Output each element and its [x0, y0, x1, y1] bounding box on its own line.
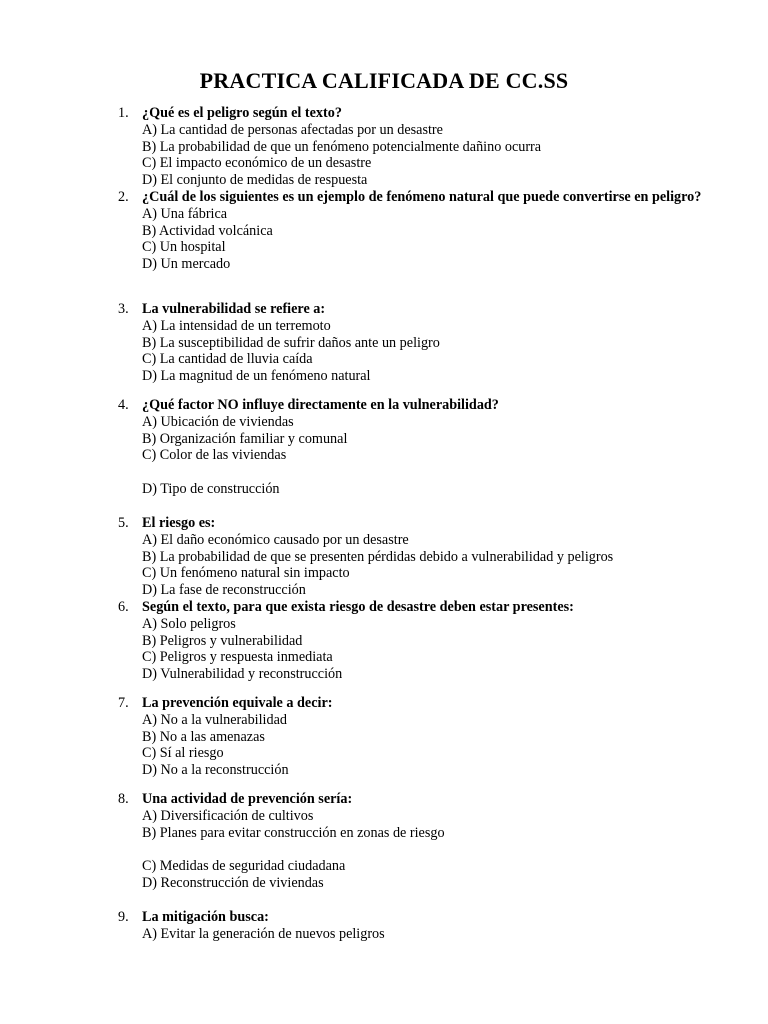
page-title: PRACTICA CALIFICADA DE CC.SS: [199, 68, 569, 93]
question-number: 1.: [118, 105, 129, 121]
option-d: D) El conjunto de medidas de respuesta: [142, 172, 368, 189]
option-b: B) La susceptibilidad de sufrir daños ante un peligro: [142, 334, 440, 351]
question-text: ¿Qué es el peligro según el texto?: [142, 105, 342, 121]
option-a: A) La intensidad de un terremoto: [142, 317, 331, 334]
option-a: A) Una fábrica: [142, 205, 228, 222]
question-8: [118, 791, 708, 892]
question-text: Según el texto, para que exista riesgo de desastre deben estar presentes:: [142, 599, 574, 615]
option-a: A) Diversificación de cultivos: [142, 807, 314, 824]
question-3: [118, 301, 708, 385]
option-a: A) No a la vulnerabilidad: [142, 711, 287, 728]
question-number: 7.: [118, 695, 129, 711]
option-d: D) La fase de reconstrucción: [142, 582, 306, 599]
option-c: C) El impacto económico de un desastre: [142, 155, 372, 172]
question-5: [118, 515, 708, 599]
question-number: 6.: [118, 599, 129, 615]
question-7: [118, 695, 708, 779]
question-1: [118, 105, 708, 189]
option-c: C) Medidas de seguridad ciudadana: [142, 858, 346, 875]
option-d: D) No a la reconstrucción: [142, 762, 289, 779]
option-d: D) La magnitud de un fenómeno natural: [142, 368, 371, 385]
question-text: El riesgo es:: [142, 515, 216, 531]
question-text: ¿Cuál de los siguientes es un ejemplo de fenómeno natural que puede convertirse en peligro?: [142, 189, 702, 205]
option-a: A) El daño económico causado por un desastre: [142, 531, 409, 548]
question-text: Una actividad de prevención sería:: [142, 791, 353, 807]
option-a: A) Ubicación de viviendas: [142, 413, 294, 430]
question-number: 2.: [118, 189, 129, 205]
option-c: C) Un hospital: [142, 239, 226, 256]
question-text: La mitigación busca:: [142, 909, 269, 925]
question-number: 3.: [118, 301, 129, 317]
option-c: C) La cantidad de lluvia caída: [142, 351, 313, 368]
option-c: C) Sí al riesgo: [142, 745, 224, 762]
option-b: B) Organización familiar y comunal: [142, 430, 348, 447]
option-a: A) Evitar la generación de nuevos peligros: [142, 925, 385, 942]
option-c: C) Color de las viviendas: [142, 447, 287, 464]
question-number: 5.: [118, 515, 129, 531]
question-number: 4.: [118, 397, 129, 413]
option-d: D) Un mercado: [142, 256, 231, 273]
option-a: A) La cantidad de personas afectadas por un desastre: [142, 121, 443, 138]
question-number: 9.: [118, 909, 129, 925]
question-number: 8.: [118, 791, 129, 807]
question-4: [118, 397, 708, 498]
question-text: ¿Qué factor NO influye directamente en la vulnerabilidad?: [142, 397, 499, 413]
question-6: [118, 599, 708, 683]
option-b: B) Actividad volcánica: [142, 222, 273, 239]
option-d: D) Reconstrucción de viviendas: [142, 874, 324, 891]
question-2: [118, 189, 708, 273]
option-a: A) Solo peligros: [142, 615, 236, 632]
question-text: La vulnerabilidad se refiere a:: [142, 301, 326, 317]
option-b: B) La probabilidad de que se presenten pérdidas debido a vulnerabilidad y peligros: [142, 548, 614, 565]
question-text: La prevención equivale a decir:: [142, 695, 333, 711]
option-c: C) Peligros y respuesta inmediata: [142, 649, 333, 666]
option-b: B) Peligros y vulnerabilidad: [142, 632, 303, 649]
question-9: [118, 909, 708, 943]
option-b: B) La probabilidad de que un fenómeno potencialmente dañino ocurra: [142, 138, 542, 155]
option-b: B) Planes para evitar construcción en zonas de riesgo: [142, 824, 445, 841]
option-d: D) Tipo de construcción: [142, 480, 280, 497]
option-c: C) Un fenómeno natural sin impacto: [142, 565, 350, 582]
option-b: B) No a las amenazas: [142, 728, 265, 745]
option-d: D) Vulnerabilidad y reconstrucción: [142, 666, 343, 683]
